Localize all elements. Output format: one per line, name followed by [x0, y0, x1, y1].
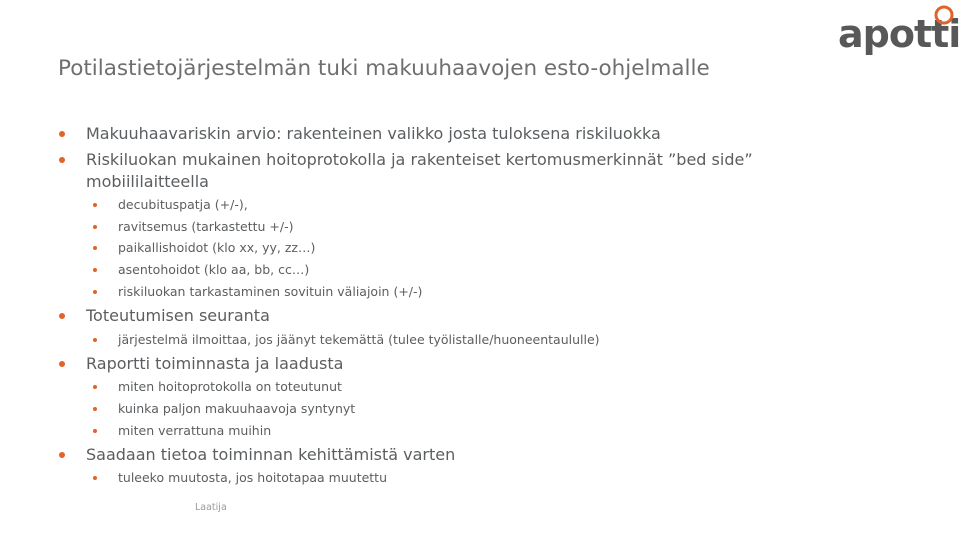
bullet-text: Saadaan tietoa toiminnan kehittämistä varten: [86, 445, 456, 464]
sub-bullet-icon: [93, 246, 97, 250]
sub-bullet-text: miten hoitoprotokolla on toteutunut: [118, 379, 342, 394]
bullet-icon: [59, 131, 65, 137]
sub-bullet-icon: [93, 385, 97, 389]
sub-bullet-text: ravitsemus (tarkastettu +/-): [118, 219, 294, 234]
logo-wordmark: apotti: [838, 12, 960, 56]
sub-bullet-item: [118, 261, 309, 279]
bullet-item-care-protocol: [86, 149, 753, 193]
sub-bullet-text: asentohoidot (klo aa, bb, cc…): [118, 262, 310, 277]
sub-bullet-icon: [93, 476, 97, 480]
sub-bullet-text: paikallishoidot (klo xx, yy, zz…): [118, 240, 316, 255]
sub-bullet-icon: [93, 225, 97, 229]
sub-bullet-icon: [93, 290, 97, 294]
bullet-item-risk-assessment: [86, 123, 661, 145]
sub-bullet-icon: [93, 407, 97, 411]
footer-author: Laatija: [195, 502, 227, 513]
sub-bullet-text: decubituspatja (+/-),: [118, 197, 248, 212]
sub-bullet-item: [118, 331, 600, 349]
page-title: Potilastietojärjestelmän tuki makuuhaavojen esto-ohjelmalle: [58, 56, 710, 81]
bullet-icon: [59, 313, 65, 319]
bullet-icon: [59, 157, 65, 163]
sub-bullet-text: tuleeko muutosta, jos hoitotapaa muutettu: [118, 470, 388, 485]
sub-bullet-item: [118, 469, 387, 487]
sub-bullet-item: [118, 378, 342, 396]
sub-bullet-icon: [93, 429, 97, 433]
bullet-text: Makuuhaavariskin arvio: rakenteinen valikko josta tuloksena riskiluokka: [86, 124, 661, 143]
sub-bullet-item: [118, 422, 271, 440]
sub-bullet-icon: [93, 203, 97, 207]
sub-bullet-text: miten verrattuna muihin: [118, 423, 272, 438]
bullet-item-development: [86, 444, 455, 466]
bullet-icon: [59, 361, 65, 367]
sub-bullet-item: [118, 239, 315, 257]
bullet-item-report: [86, 353, 343, 375]
sub-bullet-item: [118, 283, 422, 301]
bullet-icon: [59, 452, 65, 458]
bullet-text-continued: mobiililaitteella: [86, 172, 209, 191]
sub-bullet-text: riskiluokan tarkastaminen sovituin väliajoin (+/-): [118, 284, 423, 299]
sub-bullet-icon: [93, 338, 97, 342]
bullet-text: Toteutumisen seuranta: [86, 306, 270, 325]
bullet-text: Raportti toiminnasta ja laadusta: [86, 354, 344, 373]
bullet-item-follow-up: [86, 305, 270, 327]
sub-bullet-text: kuinka paljon makuuhaavoja syntynyt: [118, 401, 356, 416]
sub-bullet-text: järjestelmä ilmoittaa, jos jäänyt tekemättä (tulee työlistalle/huoneentaululle): [118, 332, 600, 347]
bullet-text: Riskiluokan mukainen hoitoprotokolla ja rakenteiset kertomusmerkinnät ”bed side”: [86, 150, 753, 169]
sub-bullet-item: [118, 196, 248, 214]
sub-bullet-icon: [93, 268, 97, 272]
sub-bullet-item: [118, 400, 355, 418]
sub-bullet-item: [118, 218, 294, 236]
